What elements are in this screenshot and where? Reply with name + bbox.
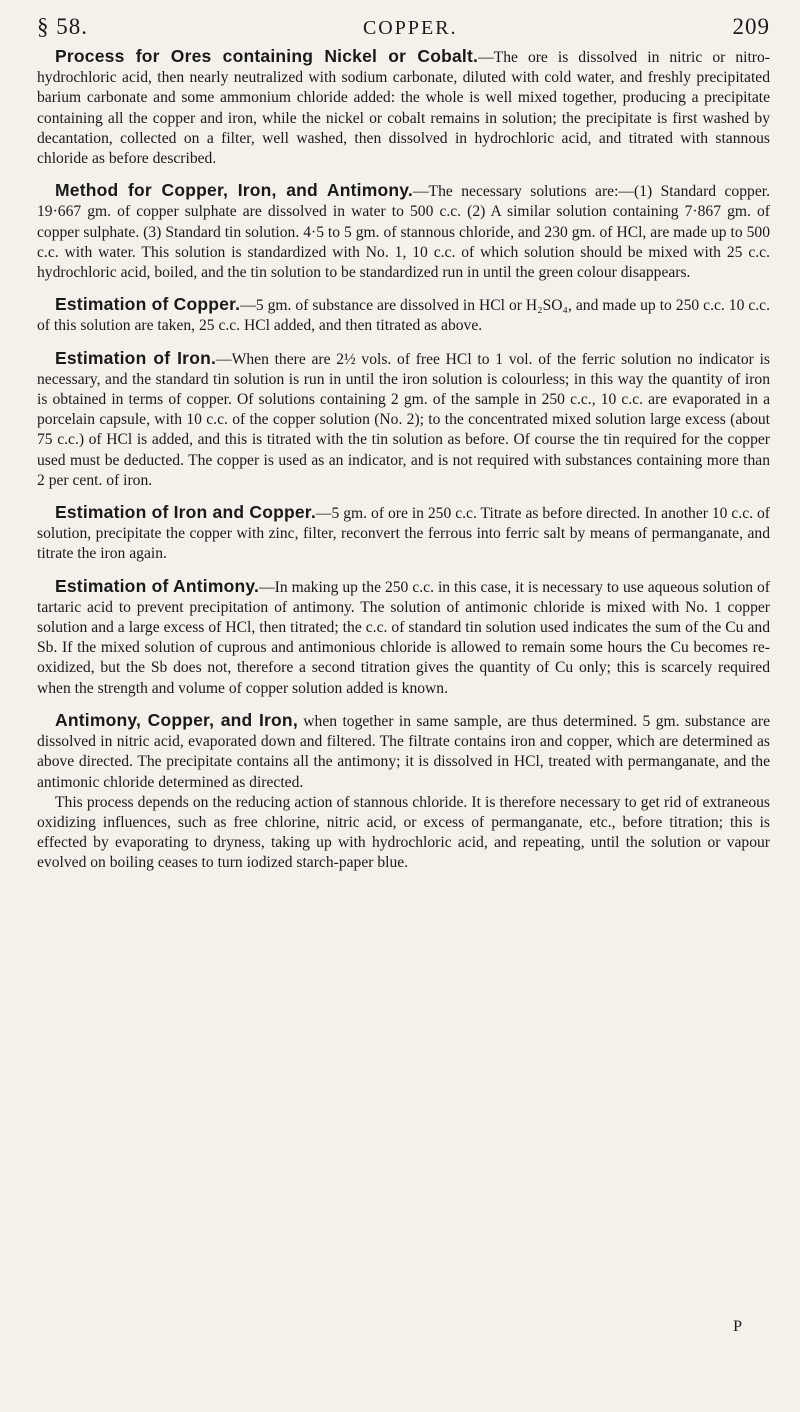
page-header xyxy=(37,14,770,40)
body-estimation-iron: —When there are 2½ vols. of free HCl to 1 vol. of the ferric solution no indicator is necessary, and the standard tin solution is run in until the iron solution is colourless; in this way the quantity of iron is obtained in terms of copper. Of solutions containing 2 gm. of the sample in 250 c.c., 10 c.c. are evaporated in a porcelain capsule, with 10 c.c. of the copper solution (No. 2); to the concentrated mixed solution large excess (about 75 c.c.) of HCl is added, and this is titrated with the tin solution as before. Of course the tin required for the copper used must be deducted. The copper is used as an indicator, and is not required with substances containing more than 2 per cent. of iron. xyxy=(37,350,770,489)
body-nickel-cobalt: —The ore is dissolved in nitric or nitro-hydrochloric acid, then nearly neutralized with sodium carbonate, diluted with cold water, and freshly precipitated barium carbonate and some ammonium chloride added: the whole is well mixed together, producing a precipitate containing all the copper and iron, while the nickel or cobalt remains in solution; the precipitate is first washed by decantation, collected on a filter, well washed, then dissolved in hydrochloric acid, and titrated with stannous chloride as before described. xyxy=(37,49,770,168)
page-number: 209 xyxy=(732,14,770,39)
heading-estimation-antimony: Estimation of Antimony. xyxy=(55,575,260,596)
paragraph-estimation-iron-copper xyxy=(37,502,770,565)
paragraph-method xyxy=(37,180,770,283)
heading-antimony-copper-iron: Antimony, Copper, and Iron, xyxy=(55,709,298,730)
running-title: COPPER. xyxy=(362,17,458,39)
paragraph-estimation-iron xyxy=(37,348,770,491)
heading-estimation-iron-copper: Estimation of Iron and Copper. xyxy=(55,502,316,523)
body-estimation-copper: —5 gm. of substance are dissolved in HCl or H₂SO₄, and made up to 250 c.c. 10 c.c. of this solution are taken, 25 c.c. HCl added, and then titrated as above. xyxy=(37,297,771,335)
heading-estimation-iron: Estimation of Iron. xyxy=(55,347,217,368)
paragraph-estimation-antimony xyxy=(37,576,770,699)
heading-method: Method for Copper, Iron, and Antimony. xyxy=(55,180,413,201)
paragraph-antimony-copper-iron xyxy=(37,710,770,793)
body-estimation-iron-copper: —5 gm. of ore in 250 c.c. Titrate as before directed. In another 10 c.c. of solution, precipitate the copper with zinc, filter, reconvert the ferrous into ferric salt by means of permanganate, and titrate the iron again. xyxy=(37,505,770,563)
paragraph-nickel-cobalt xyxy=(37,46,770,169)
body-antimony-copper-iron: when together in same sample, are thus determined. 5 gm. substance are dissolved in nitric acid, evaporated down and filtered. The filtrate contains iron and copper, which are determined as above directed. The precipitate contains all the antimony; it is dissolved in HCl, treated with permanganate, and the antimonic chloride determined as directed. xyxy=(37,712,770,791)
section-number: § 58. xyxy=(37,14,88,39)
body-process-note: This process depends on the reducing action of stannous chloride. It is therefore necessary to get rid of extraneous oxidizing influences, such as free chlorine, nitric acid, or excess of permanganate, etc., before titration; this is effected by evaporating to dryness, taking up with hydrochloric acid, and repeating, until the solution or vapour evolved on boiling ceases to turn iodized starch-paper blue. xyxy=(37,793,770,872)
heading-estimation-copper: Estimation of Copper. xyxy=(55,294,241,315)
signature-mark: P xyxy=(733,1318,742,1335)
heading-nickel-cobalt: Process for Ores containing Nickel or Cobalt. xyxy=(55,46,479,66)
body-estimation-antimony: —In making up the 250 c.c. in this case, it is necessary to use aqueous solution of tartaric acid to prevent precipitation of antimony. The solution of antimonic chloride is mixed with No. 1 copper solution and a large excess of HCl, then titrated; the c.c. of standard tin solution used indicates the sum of the Cu and Sb. If the mixed solution of cuprous and antimonious chloride is allowed to remain some hours the Cu becomes re-oxidized, but the Sb does not, therefore a second titration gives the quantity of Cu only; this is scarcely required when the strength and volume of copper solution added is known. xyxy=(37,578,770,697)
body-method: —The necessary solutions are:—(1) Standard copper. 19·667 gm. of copper sulphate are dissolved in water to 500 c.c. (2) A similar solution containing 7·867 gm. of copper sulphate. (3) Standard tin solution. 4·5 to 5 gm. of stannous chloride, and 230 gm. of HCl, are made up to 500 c.c. with water. This solution is standardized with No. 1, 10 c.c. of which solution should be mixed with 25 c.c. hydrochloric acid, boiled, and the tin solution to be standardized run in until the green colour disappears. xyxy=(37,183,770,282)
paragraph-process-note xyxy=(37,793,770,874)
paragraph-estimation-copper xyxy=(37,294,770,336)
